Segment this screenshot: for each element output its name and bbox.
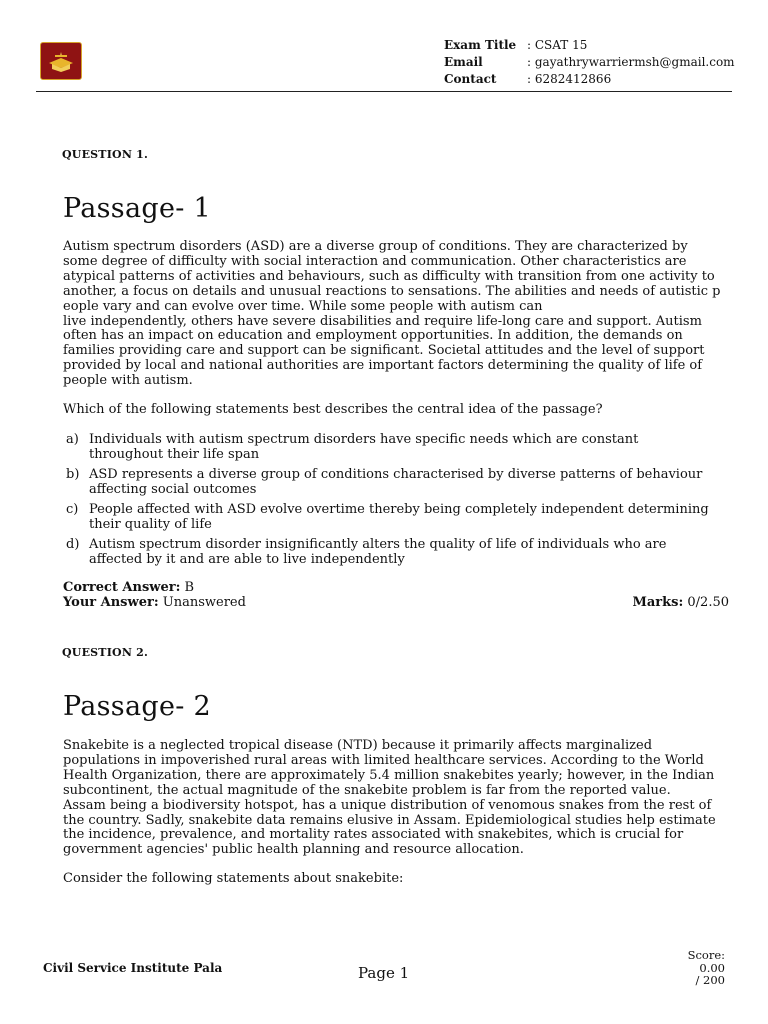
email-value: : gayathrywarriermsh@gmail.com (527, 55, 735, 69)
header-divider (36, 91, 732, 92)
option-line: ASD represents a diverse group of conditions characterised by diverse patterns of behaviour (89, 467, 703, 482)
passage-line: Autism spectrum disorders (ASD) are a diverse group of conditions. They are characterized by (63, 239, 688, 254)
marks-label: Marks: (632, 595, 684, 610)
option-line: People affected with ASD evolve overtime thereby being completely independent determining (89, 502, 709, 517)
option-a[interactable] (63, 432, 729, 462)
option-line: their quality of life (89, 517, 212, 532)
passage-line: populations in impoverished rural areas with limited healthcare services. According to the World (63, 752, 704, 768)
passage-text (63, 240, 729, 389)
passage-line: often has an impact on education and employment opportunities. In addition, the demands on (63, 328, 683, 344)
exam-title-value: : CSAT 15 (527, 38, 588, 52)
book-icon (46, 49, 76, 73)
exam-title-row (444, 37, 735, 54)
passage-line: families providing care and support can be significant. Societal attitudes and the level of support (63, 343, 705, 359)
passage-line: government agencies' public health planning and resource allocation. (63, 842, 524, 858)
option-c[interactable] (63, 502, 729, 532)
option-b[interactable] (63, 467, 729, 497)
option-text (89, 432, 729, 462)
passage-line: the country. Sadly, snakebite data remains elusive in Assam. Epidemiological studies help estimate (63, 812, 716, 828)
passage-line: eople vary and can evolve over time. While some people with autism can (63, 298, 543, 314)
your-answer-row (63, 595, 729, 610)
option-text (89, 537, 729, 567)
option-line: throughout their life span (89, 447, 260, 462)
question-text: Which of the following statements best describes the central idea of the passage? (63, 402, 603, 417)
contact-value: : 6282412866 (527, 72, 612, 86)
option-line: affecting social outcomes (89, 482, 257, 497)
option-d[interactable] (63, 537, 729, 567)
score-total: / 200 (695, 973, 725, 987)
question-text: Consider the following statements about snakebite: (63, 871, 404, 886)
option-text (89, 502, 729, 532)
institute-name: Civil Service Institute Pala (43, 961, 223, 975)
passage-text (63, 739, 729, 858)
correct-answer-value: B (184, 580, 195, 595)
score-value: 0.00 (699, 960, 725, 975)
marks-value: 0/2.50 (687, 595, 729, 610)
option-letter: c) (66, 502, 79, 517)
option-line: affected by it and are able to live independently (89, 552, 405, 567)
passage-line: some degree of difficulty with social interaction and communication. Other characteristics are (63, 253, 687, 269)
page-number: Page 1 (358, 964, 410, 982)
question-label: QUESTION 1. (62, 148, 148, 161)
correct-answer (63, 580, 194, 595)
option-letter: b) (66, 467, 80, 482)
email-key: Email (444, 55, 483, 69)
option-letter: a) (66, 432, 79, 447)
contact-row (444, 71, 735, 88)
score-block (688, 949, 725, 987)
option-line: Autism spectrum disorder insignificantly alters the quality of life of individuals who are (89, 537, 667, 552)
passage-line: Snakebite is a neglected tropical disease (NTD) because it primarily affects marginalized (63, 738, 653, 753)
passage-title: Passage- 2 (63, 691, 212, 722)
score-label: Score: (687, 948, 725, 962)
passage-line: the incidence, prevalence, and mortality rates associated with snakebites, which is crucial for (63, 827, 684, 843)
option-letter: d) (66, 537, 80, 552)
passage-line: Health Organization, there are approximately 5.4 million snakebites yearly; however, in the Indian (63, 767, 715, 783)
your-answer-value: Unanswered (162, 595, 246, 610)
marks (632, 595, 729, 610)
answer-options (63, 432, 729, 572)
passage-line: atypical patterns of activities and behaviours, such as difficulty with transition from one activity to (63, 268, 715, 284)
correct-answer-label: Correct Answer: (63, 580, 181, 595)
passage-line: Assam being a biodiversity hotspot, has a unique distribution of venomous snakes from the rest of (63, 797, 712, 813)
option-line: Individuals with autism spectrum disorders have specific needs which are constant (89, 432, 639, 447)
exam-info (444, 37, 735, 88)
passage-line: subcontinent, the actual magnitude of the snakebite problem is far from the reported value. (63, 782, 671, 798)
option-text (89, 467, 729, 497)
institute-logo (40, 42, 82, 80)
passage-line: people with autism. (63, 373, 193, 389)
exam-title-key: Exam Title (444, 38, 517, 52)
your-answer-label: Your Answer: (63, 595, 159, 610)
passage-line: another, a focus on details and unusual reactions to sensations. The abilities and needs of autistic p (63, 283, 721, 299)
email-row (444, 54, 735, 71)
passage-title: Passage- 1 (63, 193, 212, 224)
passage-line: provided by local and national authorities are important factors determining the quality of life of (63, 358, 703, 374)
contact-key: Contact (444, 72, 497, 86)
your-answer (63, 595, 246, 610)
question-label: QUESTION 2. (62, 646, 148, 659)
passage-line: live independently, others have severe disabilities and require life-long care and support. Autism (63, 313, 702, 329)
correct-answer-row (63, 580, 729, 595)
